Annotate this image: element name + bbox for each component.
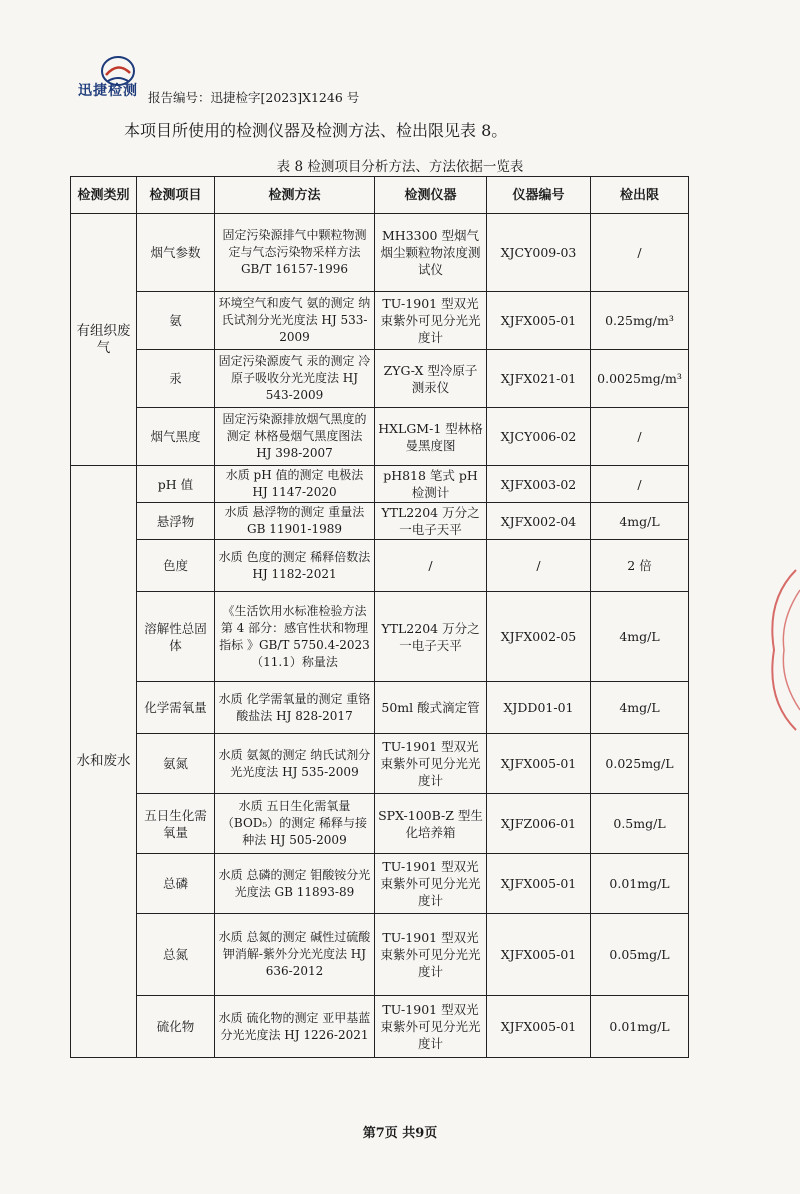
item-cell: 总磷 bbox=[137, 854, 215, 914]
logo-text: 迅捷检测 bbox=[78, 83, 138, 99]
limit-cell: 4mg/L bbox=[591, 682, 689, 734]
item-cell: 悬浮物 bbox=[137, 503, 215, 540]
instrument-no-cell: XJCY006-02 bbox=[487, 408, 591, 466]
category-cell: 有组织废气 bbox=[71, 214, 137, 466]
method-cell: 水质 化学需氧量的测定 重铬酸盐法 HJ 828-2017 bbox=[215, 682, 375, 734]
table-caption: 表 8 检测项目分析方法、方法依据一览表 bbox=[276, 159, 524, 175]
column-header: 检测仪器 bbox=[375, 177, 487, 214]
instrument-no-cell: XJDD01-01 bbox=[487, 682, 591, 734]
method-cell: 水质 总氮的测定 碱性过硫酸钾消解-紫外分光光度法 HJ 636-2012 bbox=[215, 914, 375, 996]
method-cell: 固定污染源废气 汞的测定 冷原子吸收分光光度法 HJ 543-2009 bbox=[215, 350, 375, 408]
column-header: 检测方法 bbox=[215, 177, 375, 214]
table-row bbox=[71, 214, 689, 292]
limit-cell: 0.25mg/m³ bbox=[591, 292, 689, 350]
item-cell: 五日生化需氧量 bbox=[137, 794, 215, 854]
limit-cell: / bbox=[591, 466, 689, 503]
methods-table bbox=[70, 176, 689, 1058]
method-cell: 水质 五日生化需氧量（BOD₅）的测定 稀释与接种法 HJ 505-2009 bbox=[215, 794, 375, 854]
instrument-cell: YTL2204 万分之一电子天平 bbox=[375, 592, 487, 682]
table-row bbox=[71, 540, 689, 592]
item-cell: 氨氮 bbox=[137, 734, 215, 794]
limit-cell: 2 倍 bbox=[591, 540, 689, 592]
instrument-cell: TU-1901 型双光束紫外可见分光光度计 bbox=[375, 854, 487, 914]
method-cell: 水质 硫化物的测定 亚甲基蓝分光光度法 HJ 1226-2021 bbox=[215, 996, 375, 1058]
method-cell: 水质 总磷的测定 钼酸铵分光光度法 GB 11893-89 bbox=[215, 854, 375, 914]
column-header: 检出限 bbox=[591, 177, 689, 214]
limit-cell: 0.01mg/L bbox=[591, 854, 689, 914]
instrument-cell: ZYG-X 型冷原子测汞仪 bbox=[375, 350, 487, 408]
intro-text: 本项目所使用的检测仪器及检测方法、检出限见表 8。 bbox=[124, 121, 508, 140]
instrument-cell: TU-1901 型双光束紫外可见分光光度计 bbox=[375, 734, 487, 794]
instrument-no-cell: XJFX005-01 bbox=[487, 996, 591, 1058]
table-row bbox=[71, 350, 689, 408]
instrument-no-cell: XJFZ006-01 bbox=[487, 794, 591, 854]
limit-cell: / bbox=[591, 214, 689, 292]
instrument-no-cell: XJCY009-03 bbox=[487, 214, 591, 292]
instrument-no-cell: XJFX005-01 bbox=[487, 914, 591, 996]
table-row bbox=[71, 682, 689, 734]
instrument-cell: 50ml 酸式滴定管 bbox=[375, 682, 487, 734]
limit-cell: 0.05mg/L bbox=[591, 914, 689, 996]
method-cell: 固定污染源排放烟气黑度的测定 林格曼烟气黑度图法 HJ 398-2007 bbox=[215, 408, 375, 466]
instrument-cell: MH3300 型烟气烟尘颗粒物浓度测试仪 bbox=[375, 214, 487, 292]
instrument-no-cell: XJFX005-01 bbox=[487, 734, 591, 794]
limit-cell: 4mg/L bbox=[591, 592, 689, 682]
instrument-no-cell: / bbox=[487, 540, 591, 592]
item-cell: 色度 bbox=[137, 540, 215, 592]
instrument-no-cell: XJFX003-02 bbox=[487, 466, 591, 503]
instrument-no-cell: XJFX021-01 bbox=[487, 350, 591, 408]
limit-cell: 0.025mg/L bbox=[591, 734, 689, 794]
column-header: 检测项目 bbox=[137, 177, 215, 214]
instrument-cell: TU-1901 型双光束紫外可见分光光度计 bbox=[375, 914, 487, 996]
method-cell: 水质 pH 值的测定 电极法 HJ 1147-2020 bbox=[215, 466, 375, 503]
instrument-no-cell: XJFX005-01 bbox=[487, 292, 591, 350]
table-row bbox=[71, 292, 689, 350]
item-cell: 总氮 bbox=[137, 914, 215, 996]
instrument-cell: pH818 笔式 pH 检测计 bbox=[375, 466, 487, 503]
instrument-no-cell: XJFX002-05 bbox=[487, 592, 591, 682]
instrument-cell: TU-1901 型双光束紫外可见分光光度计 bbox=[375, 996, 487, 1058]
column-header: 仪器编号 bbox=[487, 177, 591, 214]
item-cell: 化学需氧量 bbox=[137, 682, 215, 734]
limit-cell: 0.5mg/L bbox=[591, 794, 689, 854]
method-cell: 环境空气和废气 氨的测定 纳氏试剂分光光度法 HJ 533-2009 bbox=[215, 292, 375, 350]
table-row bbox=[71, 914, 689, 996]
instrument-no-cell: XJFX005-01 bbox=[487, 854, 591, 914]
instrument-cell: SPX-100B-Z 型生化培养箱 bbox=[375, 794, 487, 854]
item-cell: 烟气黑度 bbox=[137, 408, 215, 466]
method-cell: 固定污染源排气中颗粒物测定与气态污染物采样方法 GB/T 16157-1996 bbox=[215, 214, 375, 292]
method-cell: 水质 悬浮物的测定 重量法 GB 11901-1989 bbox=[215, 503, 375, 540]
page-number: 第7页 共9页 bbox=[362, 1126, 438, 1141]
limit-cell: 4mg/L bbox=[591, 503, 689, 540]
table-row bbox=[71, 854, 689, 914]
table-row bbox=[71, 734, 689, 794]
report-number: 报告编号：迅捷检字[2023]X1246 号 bbox=[148, 90, 360, 105]
item-cell: 汞 bbox=[137, 350, 215, 408]
limit-cell: / bbox=[591, 408, 689, 466]
category-cell: 水和废水 bbox=[71, 466, 137, 1058]
item-cell: 氨 bbox=[137, 292, 215, 350]
limit-cell: 0.0025mg/m³ bbox=[591, 350, 689, 408]
red-stamp-partial bbox=[756, 560, 800, 740]
table-row bbox=[71, 996, 689, 1058]
instrument-cell: YTL2204 万分之一电子天平 bbox=[375, 503, 487, 540]
method-cell: 水质 氨氮的测定 纳氏试剂分光光度法 HJ 535-2009 bbox=[215, 734, 375, 794]
table-body bbox=[71, 214, 689, 1058]
item-cell: 溶解性总固体 bbox=[137, 592, 215, 682]
table-row bbox=[71, 592, 689, 682]
instrument-no-cell: XJFX002-04 bbox=[487, 503, 591, 540]
method-cell: 《生活饮用水标准检验方法 第 4 部分：感官性状和物理指标 》GB/T 5750.4-2023（11.1）称量法 bbox=[215, 592, 375, 682]
table-row bbox=[71, 408, 689, 466]
method-cell: 水质 色度的测定 稀释倍数法 HJ 1182-2021 bbox=[215, 540, 375, 592]
table-row bbox=[71, 794, 689, 854]
instrument-cell: / bbox=[375, 540, 487, 592]
table-row bbox=[71, 466, 689, 503]
limit-cell: 0.01mg/L bbox=[591, 996, 689, 1058]
item-cell: 硫化物 bbox=[137, 996, 215, 1058]
item-cell: pH 值 bbox=[137, 466, 215, 503]
item-cell: 烟气参数 bbox=[137, 214, 215, 292]
table-row bbox=[71, 503, 689, 540]
instrument-cell: TU-1901 型双光束紫外可见分光光度计 bbox=[375, 292, 487, 350]
column-header: 检测类别 bbox=[71, 177, 137, 214]
table-header-row bbox=[71, 177, 689, 214]
instrument-cell: HXLGM-1 型林格曼黑度图 bbox=[375, 408, 487, 466]
